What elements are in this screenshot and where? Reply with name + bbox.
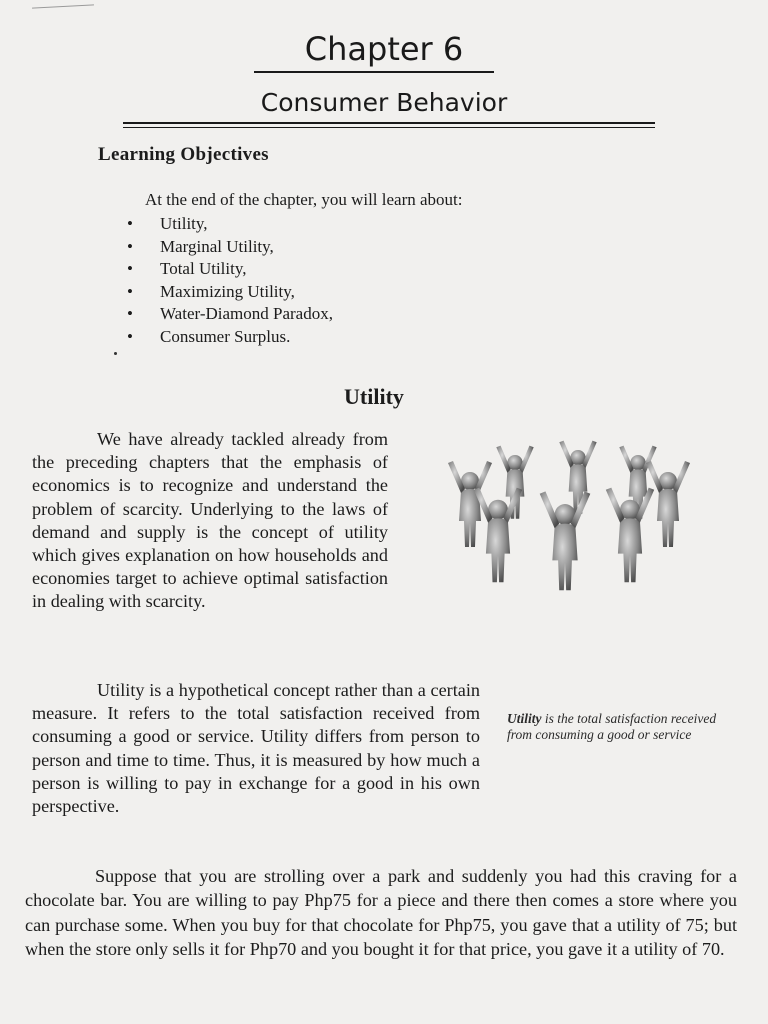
margin-note-term: Utility [507, 711, 542, 726]
learning-objectives-intro: At the end of the chapter, you will learn about: [145, 190, 463, 209]
subtitle-rule-bottom [123, 127, 655, 128]
corner-mark [32, 4, 94, 8]
objective-item: • Total Utility, [127, 258, 333, 281]
objective-item: • Maximizing Utility, [127, 281, 333, 304]
section-heading-text: Utility [344, 384, 404, 409]
section-heading [0, 384, 768, 410]
chapter-subtitle: Consumer Behavior [260, 88, 508, 117]
objective-item: • Consumer Surplus. [127, 326, 333, 349]
margin-note-text: is the total satisfaction received from consuming a good or service [507, 711, 717, 742]
paragraph-2: Utility is a hypothetical concept rather than a certain measure. It refers to the total satisfaction received from consuming a good or service. Utility differs from person to person and time to time. Thus, it is measured by how much a person is willing to pay in exchange for a good in his own perspective. [32, 680, 480, 817]
people-circle-figure-icon [410, 440, 710, 600]
paragraph-1: We have already tackled already from the preceding chapters that the emphasis of economics is to recognize and understand the problem of scarcity. Underlying to the laws of demand and supply is the concept of utility which gives explanation on how households and economies target to achieve optimal satisfaction in dealing with scarcity. [32, 429, 388, 612]
learning-objectives-heading: Learning Objectives [98, 144, 269, 165]
subtitle-rule-top [123, 122, 655, 124]
objective-item: • Marginal Utility, [127, 236, 333, 259]
objective-item: • Utility, [127, 213, 333, 236]
chapter-title-underline [254, 71, 494, 73]
stray-dot [114, 352, 117, 355]
margin-note [507, 711, 737, 743]
objectives-list [127, 213, 333, 348]
paragraph-3: Suppose that you are strolling over a park and suddenly you had this craving for a chocolate bar. You are willing to pay Php75 for a piece and there then comes a store where you can purchase some. When you buy for that chocolate for Php75, you gave that a utility of 75; but when the store only sells it for Php70 and you bought it for that price, you gave it a utility of 70. [25, 866, 737, 959]
chapter-title: Chapter 6 [304, 30, 464, 68]
objective-item: • Water-Diamond Paradox, [127, 303, 333, 326]
